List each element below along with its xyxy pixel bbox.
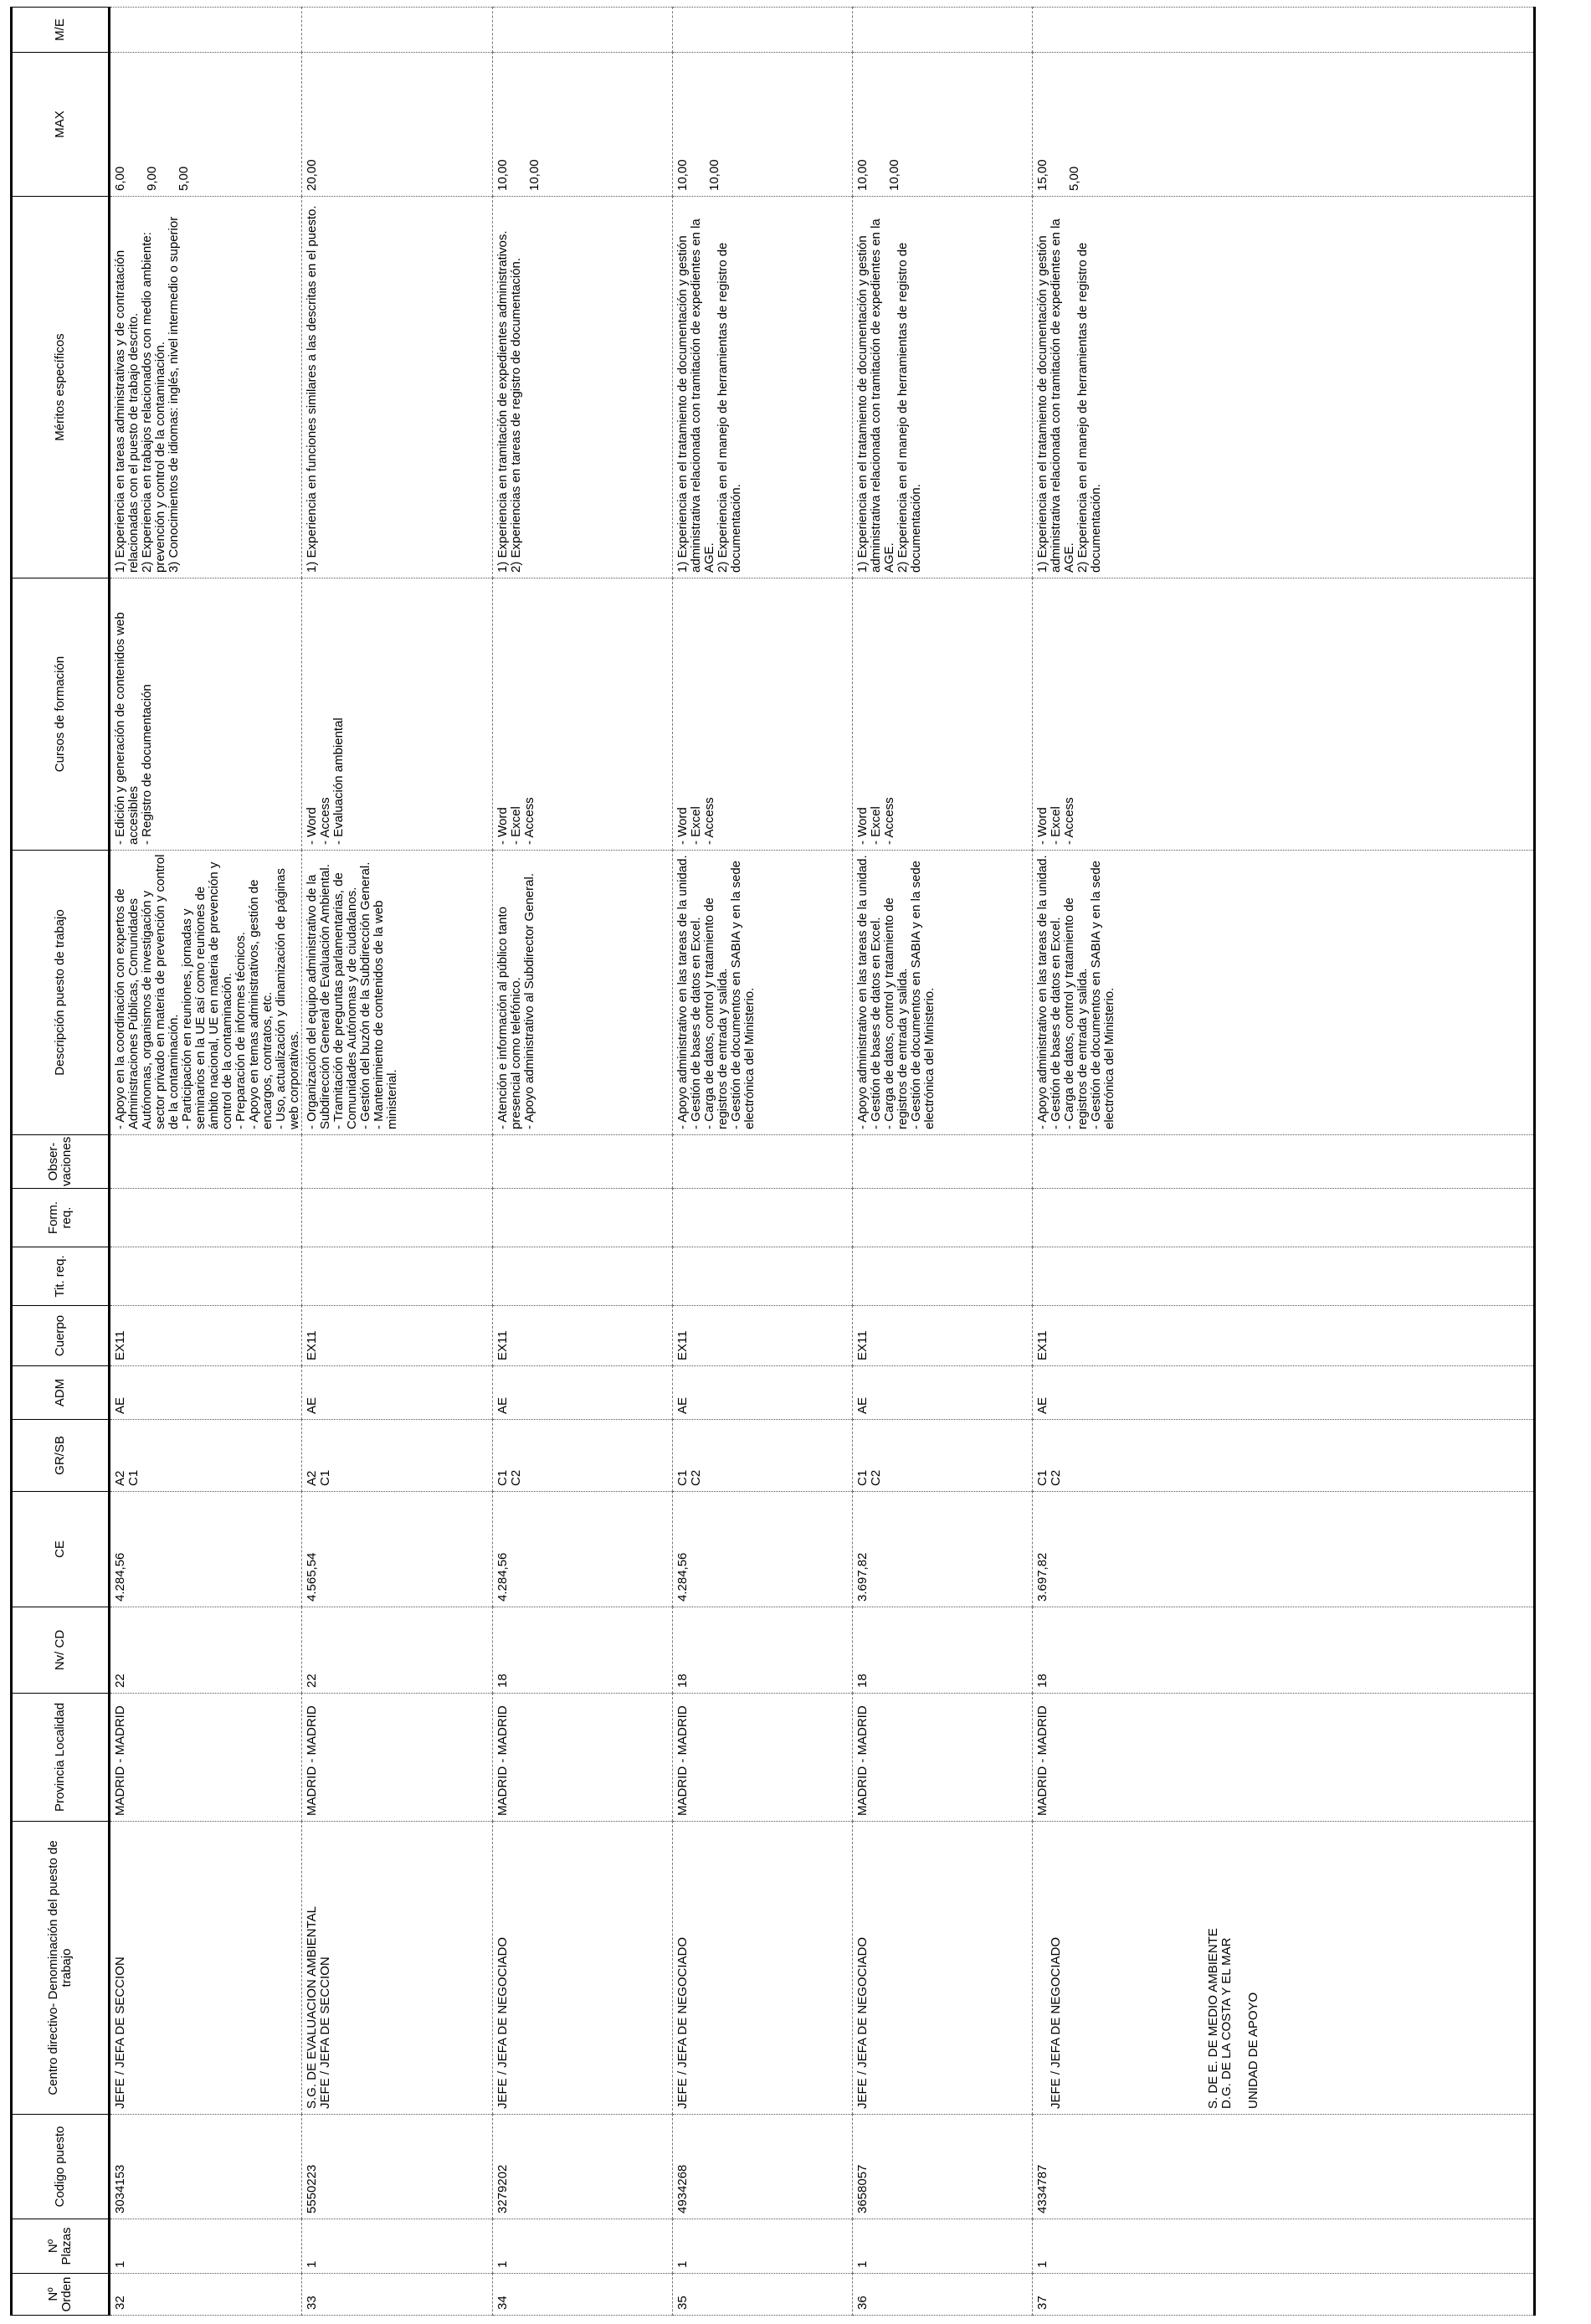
header-cuerpo: Cuerpo xyxy=(12,1306,110,1366)
cell-plazas: 1 xyxy=(493,2219,673,2274)
cell-meritos: 1) Experiencia en tramitación de expedientes administrativos. 2) Experiencias en tareas de registro de documentación. xyxy=(493,197,673,578)
cell-me xyxy=(110,8,302,53)
table-row xyxy=(493,8,673,2316)
cell-meritos: 1) Experiencia en funciones similares a las descritas en el puesto. xyxy=(302,197,493,578)
cell-provincia: MADRID - MADRID xyxy=(853,1694,1033,1822)
cell-nivel: 22 xyxy=(302,1607,493,1694)
cell-centro xyxy=(673,1822,853,2115)
section-title: S.G. DE EVALUACION AMBIENTAL xyxy=(305,1905,319,2109)
cell-cursos: - Word - Excel - Access xyxy=(673,578,853,851)
cell-ce: 4.284,56 xyxy=(110,1492,302,1607)
max-value: 20,00 xyxy=(305,159,319,191)
cell-descripcion: - Apoyo administrativo en las tareas de la unidad. - Gestión de bases de datos en Excel. - Carga de datos, control y tratamiento de registros de entrada y salida. - Gestión de documentos en SABIA y en la sede electrónica del Ministerio. xyxy=(853,851,1033,1135)
cell-me xyxy=(302,8,493,53)
max-value: 15,00 xyxy=(1035,159,1050,191)
cell-cursos: - Word - Access - Evaluación ambiental xyxy=(302,578,493,851)
cell-nivel: 18 xyxy=(493,1607,673,1694)
cell-formacion xyxy=(673,1189,853,1247)
header-nivel: Nv/ CD xyxy=(12,1607,110,1694)
cell-meritos: 1) Experiencia en el tratamiento de documentación y gestión administrativa relacionada con tramitación de expedientes en la AGE. 2) Experiencia en el manejo de herramientas de registro de documentación. xyxy=(853,197,1033,578)
header-me: M/E xyxy=(12,8,110,53)
cell-ce: 4.565,54 xyxy=(302,1492,493,1607)
cell-formacion xyxy=(853,1189,1033,1247)
cell-ce: 3.697,82 xyxy=(853,1492,1033,1607)
max-value: 10,00 xyxy=(887,159,901,191)
cell-max xyxy=(110,53,302,197)
cell-orden: 34 xyxy=(493,2274,673,2316)
header-codigo: Codigo puesto xyxy=(12,2115,110,2219)
max-value: 10,00 xyxy=(675,159,690,191)
cell-centro xyxy=(493,1822,673,2115)
cell-cuerpo: EX11 xyxy=(853,1306,1033,1366)
cell-titulacion xyxy=(302,1247,493,1306)
cell-me xyxy=(853,8,1033,53)
cell-observaciones xyxy=(1033,1135,1535,1189)
cell-ce: 4.284,56 xyxy=(493,1492,673,1607)
cell-provincia: MADRID - MADRID xyxy=(673,1694,853,1822)
cell-orden: 35 xyxy=(673,2274,853,2316)
cell-centro xyxy=(1033,1822,1535,2115)
cell-codigo: 5550223 xyxy=(302,2115,493,2219)
max-value: 5,00 xyxy=(177,166,191,191)
cell-codigo: 3279202 xyxy=(493,2115,673,2219)
cell-titulacion xyxy=(493,1247,673,1306)
cell-grupo: A2 C1 xyxy=(302,1420,493,1492)
cell-plazas: 1 xyxy=(302,2219,493,2274)
table-row xyxy=(853,8,1033,2316)
cell-provincia: MADRID - MADRID xyxy=(1033,1694,1535,1822)
table-row xyxy=(673,8,853,2316)
cell-cuerpo: EX11 xyxy=(302,1306,493,1366)
cell-plazas: 1 xyxy=(673,2219,853,2274)
cell-cuerpo: EX11 xyxy=(673,1306,853,1366)
table-row xyxy=(302,8,493,2316)
cell-observaciones xyxy=(853,1135,1033,1189)
cell-formacion xyxy=(1033,1189,1535,1247)
cell-formacion xyxy=(302,1189,493,1247)
cell-centro xyxy=(302,1822,493,2115)
cell-grupo: C1 C2 xyxy=(673,1420,853,1492)
cell-max xyxy=(1033,53,1535,197)
puesto-label: JEFE / JEFA DE NEGOCIADO xyxy=(855,1936,870,2109)
cell-me xyxy=(1033,8,1535,53)
max-value: 10,00 xyxy=(855,159,870,191)
cell-codigo: 4934268 xyxy=(673,2115,853,2219)
cell-max xyxy=(493,53,673,197)
cell-cursos: - Word - Excel - Access xyxy=(1033,578,1535,851)
header-plazas: Nº Plazas xyxy=(12,2219,110,2274)
cell-descripcion: - Atención e información al público tanto presencial como telefónico. - Apoyo administrativo al Subdirector General. xyxy=(493,851,673,1135)
cell-nivel: 18 xyxy=(1033,1607,1535,1694)
table-row xyxy=(110,8,302,2316)
header-formacion: Form. req. xyxy=(12,1189,110,1247)
cell-adm: AE xyxy=(673,1366,853,1420)
cell-provincia: MADRID - MADRID xyxy=(110,1694,302,1822)
cell-grupo: C1 C2 xyxy=(1033,1420,1535,1492)
header-observaciones: Obser- vaciones xyxy=(12,1135,110,1189)
cell-nivel: 18 xyxy=(673,1607,853,1694)
puesto-label: JEFE / JEFA DE SECCION xyxy=(113,1956,127,2109)
max-value: 10,00 xyxy=(707,159,721,191)
cell-meritos: 1) Experiencia en el tratamiento de documentación y gestión administrativa relacionada con tramitación de expedientes en la AGE. 2) Experiencia en el manejo de herramientas de registro de documentación. xyxy=(673,197,853,578)
cell-plazas: 1 xyxy=(110,2219,302,2274)
max-value: 10,00 xyxy=(495,159,510,191)
cell-grupo: A2 C1 xyxy=(110,1420,302,1492)
header-grupo: GR/SB xyxy=(12,1420,110,1492)
cell-plazas: 1 xyxy=(1033,2219,1535,2274)
cell-max xyxy=(302,53,493,197)
cell-orden: 32 xyxy=(110,2274,302,2316)
cell-me xyxy=(493,8,673,53)
header-cursos: Cursos de formación xyxy=(12,578,110,851)
cell-titulacion xyxy=(110,1247,302,1306)
puesto-label: JEFE / JEFA DE NEGOCIADO xyxy=(495,1936,510,2109)
max-value: 6,00 xyxy=(113,166,127,191)
cell-observaciones xyxy=(673,1135,853,1189)
header-descripcion: Descripción puesto de trabajo xyxy=(12,851,110,1135)
cell-orden: 37 xyxy=(1033,2274,1535,2316)
cell-descripcion: - Apoyo administrativo en las tareas de la unidad. - Gestión de bases de datos en Excel. - Carga de datos, control y tratamiento de registros de entrada y salida. - Gestión de documentos en SABIA y en la sede electrónica del Ministerio. xyxy=(1033,851,1535,1135)
cell-codigo: 3658057 xyxy=(853,2115,1033,2219)
cell-descripcion: - Apoyo administrativo en las tareas de la unidad. - Gestión de bases de datos en Excel. - Carga de datos, control y tratamiento de registros de entrada y salida. - Gestión de documentos en SABIA y en la sede electrónica del Ministerio. xyxy=(673,851,853,1135)
cell-observaciones xyxy=(110,1135,302,1189)
cell-descripcion: - Apoyo en la coordinación con expertos de Administraciones Públicas, Comunidades Autónomas, organismos de investigación y sector privado en materia de prevención y control de la contaminación. - Participación en reuniones, jornadas y seminarios en la UE así como reuniones de ámbito nacional, UE en materia de prevención y control de la contaminación. - Preparación de informes técnicos. - Apoyo en temas administrativos, gestión de encargos, contratos, etc. - Uso, actualización y dinamización de páginas web corporativas. xyxy=(110,851,302,1135)
max-value: 10,00 xyxy=(527,159,541,191)
cell-codigo: 4334787 xyxy=(1033,2115,1535,2219)
cell-titulacion xyxy=(1033,1247,1535,1306)
cell-centro xyxy=(853,1822,1033,2115)
cell-cuerpo: EX11 xyxy=(493,1306,673,1366)
cell-provincia: MADRID - MADRID xyxy=(493,1694,673,1822)
header-centro: Centro directivo- Denominación del puesto de trabajo xyxy=(12,1822,110,2115)
max-value: 5,00 xyxy=(1067,166,1081,191)
header-max: MAX xyxy=(12,53,110,197)
cell-max xyxy=(673,53,853,197)
cell-codigo: 3034153 xyxy=(110,2115,302,2219)
cell-cuerpo: EX11 xyxy=(110,1306,302,1366)
cell-ce: 3.697,82 xyxy=(1033,1492,1535,1607)
cell-meritos: 1) Experiencia en tareas administrativas y de contratación relacionadas con el puesto de trabajo descrito. 2) Experiencia en trabajos relacionados con medio ambiente: prevención y control de la contaminación. 3) Conocimientos de idiomas: inglés, nivel intermedio o superior xyxy=(110,197,302,578)
cell-titulacion xyxy=(853,1247,1033,1306)
cell-nivel: 22 xyxy=(110,1607,302,1694)
cell-max xyxy=(853,53,1033,197)
trailing-section-title: S. DE E. DE MEDIO AMBIENTE D.G. DE LA COSTA Y EL MAR UNIDAD DE APOYO xyxy=(1206,1928,1260,2109)
cell-adm: AE xyxy=(1033,1366,1535,1420)
header-titulacion: Tit. req. xyxy=(12,1247,110,1306)
cell-grupo: C1 C2 xyxy=(493,1420,673,1492)
cell-cursos: - Word - Excel - Access xyxy=(493,578,673,851)
header-row xyxy=(12,8,110,2316)
cell-cuerpo: EX11 xyxy=(1033,1306,1535,1366)
job-positions-table xyxy=(10,7,1536,2316)
header-meritos: Méritos específicos xyxy=(12,197,110,578)
cell-adm: AE xyxy=(853,1366,1033,1420)
cell-cursos: - Edición y generación de contenidos web accesibles - Registro de documentación xyxy=(110,578,302,851)
cell-observaciones xyxy=(302,1135,493,1189)
cell-observaciones xyxy=(493,1135,673,1189)
cell-grupo: C1 C2 xyxy=(853,1420,1033,1492)
puesto-label: JEFE / JEFA DE SECCION xyxy=(318,1956,332,2109)
cell-orden: 33 xyxy=(302,2274,493,2316)
cell-nivel: 18 xyxy=(853,1607,1033,1694)
cell-descripcion: - Organización del equipo administrativo de la Subdirección General de Evaluación Ambiental. - Tramitación de preguntas parlamentarias, de Comunidades Autónomas y de ciudadanos. - Gestión del buzón de la Subdirección General. - Mantenimiento de contenidos de la web ministerial. xyxy=(302,851,493,1135)
header-orden: Nº Orden xyxy=(12,2274,110,2316)
cell-adm: AE xyxy=(493,1366,673,1420)
cell-centro xyxy=(110,1822,302,2115)
cell-orden: 36 xyxy=(853,2274,1033,2316)
cell-adm: AE xyxy=(110,1366,302,1420)
cell-formacion xyxy=(110,1189,302,1247)
cell-formacion xyxy=(493,1189,673,1247)
puesto-label: JEFE / JEFA DE NEGOCIADO xyxy=(675,1936,690,2109)
cell-plazas: 1 xyxy=(853,2219,1033,2274)
cell-cursos: - Word - Excel - Access xyxy=(853,578,1033,851)
cell-adm: AE xyxy=(302,1366,493,1420)
cell-provincia: MADRID - MADRID xyxy=(302,1694,493,1822)
header-adm: ADM xyxy=(12,1366,110,1420)
header-provincia: Provincia Localidad xyxy=(12,1694,110,1822)
table-row xyxy=(1033,8,1535,2316)
cell-meritos: 1) Experiencia en el tratamiento de documentación y gestión administrativa relacionada con tramitación de expedientes en la AGE. 2) Experiencia en el manejo de herramientas de registro de documentación. xyxy=(1033,197,1535,578)
cell-ce: 4.284,56 xyxy=(673,1492,853,1607)
cell-me xyxy=(673,8,853,53)
puesto-label: JEFE / JEFA DE NEGOCIADO xyxy=(1049,1936,1063,2109)
max-value: 9,00 xyxy=(145,166,159,191)
cell-titulacion xyxy=(673,1247,853,1306)
header-ce: CE xyxy=(12,1492,110,1607)
